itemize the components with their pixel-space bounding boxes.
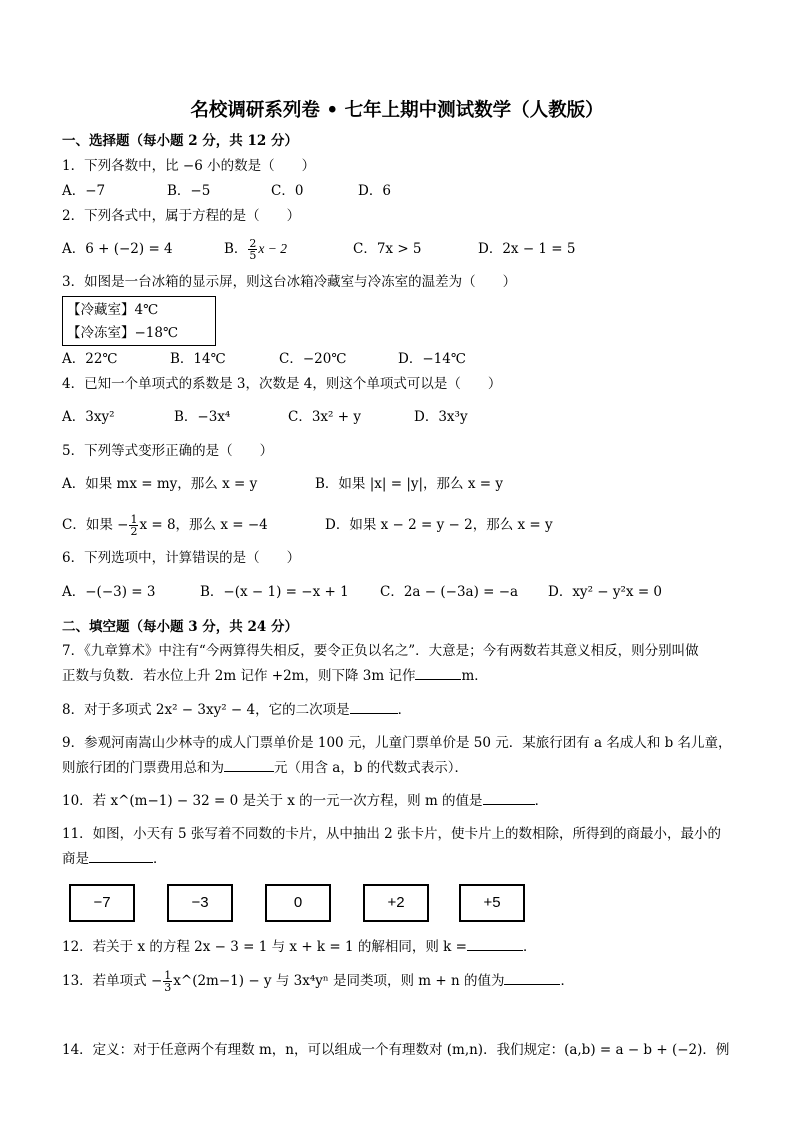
question-5-option-c bbox=[62, 508, 268, 542]
page-title: 名校调研系列卷 • 七年上期中测试数学（人教版） bbox=[190, 100, 604, 121]
question-13-expression: x^(2m−1) − y 与 3x⁴yⁿ 是同类项，则 m + n 的值为 bbox=[173, 973, 505, 989]
question-5-option-c-label: C．如果 − bbox=[62, 517, 129, 533]
question-6-option-c: C．2a − (−3a) = −a bbox=[380, 584, 519, 600]
question-12-text: 12．若关于 x 的方程 2x − 3 = 1 与 x + k = 1 的解相同，则 k = bbox=[62, 939, 467, 955]
number-card: −7 bbox=[69, 884, 135, 922]
denominator: 3 bbox=[164, 981, 172, 994]
question-4-option-d: D．3x³y bbox=[414, 409, 468, 425]
question-9-text: 则旅行团的门票费用总和为 bbox=[62, 760, 224, 776]
number-card: −3 bbox=[167, 884, 233, 922]
question-4-option-a: A．3xy² bbox=[62, 409, 115, 425]
question-13 bbox=[62, 964, 574, 998]
number-card: +5 bbox=[459, 884, 525, 922]
section-heading-choice: 一、选择题（每小题 2 分，共 12 分） bbox=[62, 133, 298, 149]
question-8-text: 8．对于多项式 2x² − 3xy² − 4，它的二次项是 bbox=[62, 702, 350, 718]
fridge-cold-room-temp: 【冷藏室】4℃ bbox=[67, 302, 159, 318]
question-11-text: 商是 bbox=[62, 851, 89, 867]
question-3-option-a: A．22℃ bbox=[62, 351, 118, 367]
question-13-end: ． bbox=[560, 973, 574, 989]
question-5-option-d: D．如果 x − 2 = y − 2，那么 x = y bbox=[325, 517, 553, 533]
question-6-option-d: D．xy² − y²x = 0 bbox=[548, 584, 663, 600]
question-6-option-a: A．−(−3) = 3 bbox=[62, 584, 156, 600]
question-11-end: ． bbox=[153, 851, 167, 867]
fraction bbox=[248, 238, 257, 261]
answer-blank[interactable] bbox=[415, 665, 461, 680]
answer-blank[interactable] bbox=[467, 936, 523, 951]
question-7-line-2 bbox=[62, 665, 488, 686]
number-card: 0 bbox=[265, 884, 331, 922]
question-7-line-1: 7．《九章算术》中注有“今两算得失相反，要令正负以名之”．大意是；今有两数若其意义相反，则分别叫做 bbox=[62, 643, 699, 659]
question-3-option-c: C．−20℃ bbox=[279, 351, 347, 367]
fraction bbox=[129, 514, 138, 537]
question-10-end: ． bbox=[534, 793, 549, 809]
question-7-unit: m． bbox=[461, 668, 488, 684]
answer-blank[interactable] bbox=[224, 757, 274, 772]
section-heading-fill: 二、填空题（每小题 3 分，共 24 分） bbox=[62, 619, 298, 635]
question-2-option-d: D．2x − 1 = 5 bbox=[478, 241, 576, 257]
question-11-line-1: 11．如图，小天有 5 张写着不同数的卡片，从中抽出 2 张卡片，使卡片上的数相除，所得到的商最小，最小的 bbox=[62, 826, 722, 842]
question-3-option-d: D．−14℃ bbox=[398, 351, 466, 367]
question-5-option-b: B．如果 |x| = |y|，那么 x = y bbox=[315, 476, 503, 492]
question-4-option-c: C．3x² + y bbox=[288, 409, 361, 425]
denominator: 5 bbox=[249, 249, 257, 262]
denominator: 2 bbox=[130, 525, 138, 538]
question-2-stem: 2．下列各式中，属于方程的是（ ） bbox=[62, 208, 301, 224]
question-10-text: 10．若 x^(m−1) − 32 = 0 是关于 x 的一元一次方程，则 m 的值是 bbox=[62, 793, 483, 809]
question-2-option-c: C．7x > 5 bbox=[353, 241, 422, 257]
question-6-stem: 6．下列选项中，计算错误的是（ ） bbox=[62, 550, 301, 566]
question-9-line-1: 9．参观河南嵩山少林寺的成人门票单价是 100 元，儿童门票单价是 50 元．某旅行团有 a 名成人和 b 名儿童， bbox=[62, 735, 732, 751]
answer-blank[interactable] bbox=[350, 699, 398, 714]
answer-blank[interactable] bbox=[504, 970, 560, 985]
answer-blank[interactable] bbox=[483, 790, 535, 805]
number-card: +2 bbox=[363, 884, 429, 922]
question-1-option-b: B．−5 bbox=[167, 183, 211, 199]
question-3-option-b: B．14℃ bbox=[170, 351, 226, 367]
question-12 bbox=[62, 936, 536, 957]
expression: x = 8，那么 x = −4 bbox=[139, 517, 268, 533]
question-7-text: 正数与负数．若水位上升 2m 记作 +2m，则下降 3m 记作 bbox=[62, 668, 416, 684]
question-9-line-2 bbox=[62, 757, 468, 778]
question-2-option-b-label: B． bbox=[224, 241, 248, 257]
answer-blank[interactable] bbox=[89, 848, 153, 863]
numerator: 1 bbox=[130, 513, 138, 526]
question-3-stem: 3．如图是一台冰箱的显示屏，则这台冰箱冷藏室与冷冻室的温差为（ ） bbox=[62, 274, 517, 290]
expression: x − 2 bbox=[258, 241, 288, 256]
question-8 bbox=[62, 699, 411, 720]
fraction bbox=[163, 970, 172, 993]
fridge-display-box bbox=[62, 296, 216, 346]
question-1-stem: 1．下列各数中，比 −6 小的数是（ ） bbox=[62, 158, 316, 174]
question-12-end: ． bbox=[522, 939, 537, 955]
question-9-end: 元（用含 a，b 的代数式表示）． bbox=[274, 760, 469, 776]
question-1-option-c: C．0 bbox=[271, 183, 304, 199]
question-8-end: ． bbox=[397, 702, 412, 718]
question-4-option-b: B．−3x⁴ bbox=[174, 409, 231, 425]
numerator: 1 bbox=[164, 969, 172, 982]
fridge-freezer-temp: 【冷冻室】−18℃ bbox=[67, 325, 179, 341]
question-2-option-a: A．6 + (−2) = 4 bbox=[62, 241, 173, 257]
numerator: 2 bbox=[249, 237, 257, 250]
question-14: 14．定义：对于任意两个有理数 m，n，可以组成一个有理数对 (m,n)．我们规定：(a,b) = a − b + (−2)．例 bbox=[62, 1042, 730, 1058]
question-1-option-d: D．6 bbox=[358, 183, 391, 199]
question-13-text: 13．若单项式 − bbox=[62, 973, 163, 989]
question-10 bbox=[62, 790, 548, 811]
question-2-option-b bbox=[224, 232, 287, 266]
question-5-option-a: A．如果 mx = my，那么 x = y bbox=[62, 476, 258, 492]
question-1-option-a: A．−7 bbox=[62, 183, 106, 199]
question-4-stem: 4．已知一个单项式的系数是 3，次数是 4，则这个单项式可以是（ ） bbox=[62, 376, 502, 392]
question-6-option-b: B．−(x − 1) = −x + 1 bbox=[200, 584, 349, 600]
question-11-line-2 bbox=[62, 848, 167, 869]
question-5-stem: 5．下列等式变形正确的是（ ） bbox=[62, 443, 274, 459]
